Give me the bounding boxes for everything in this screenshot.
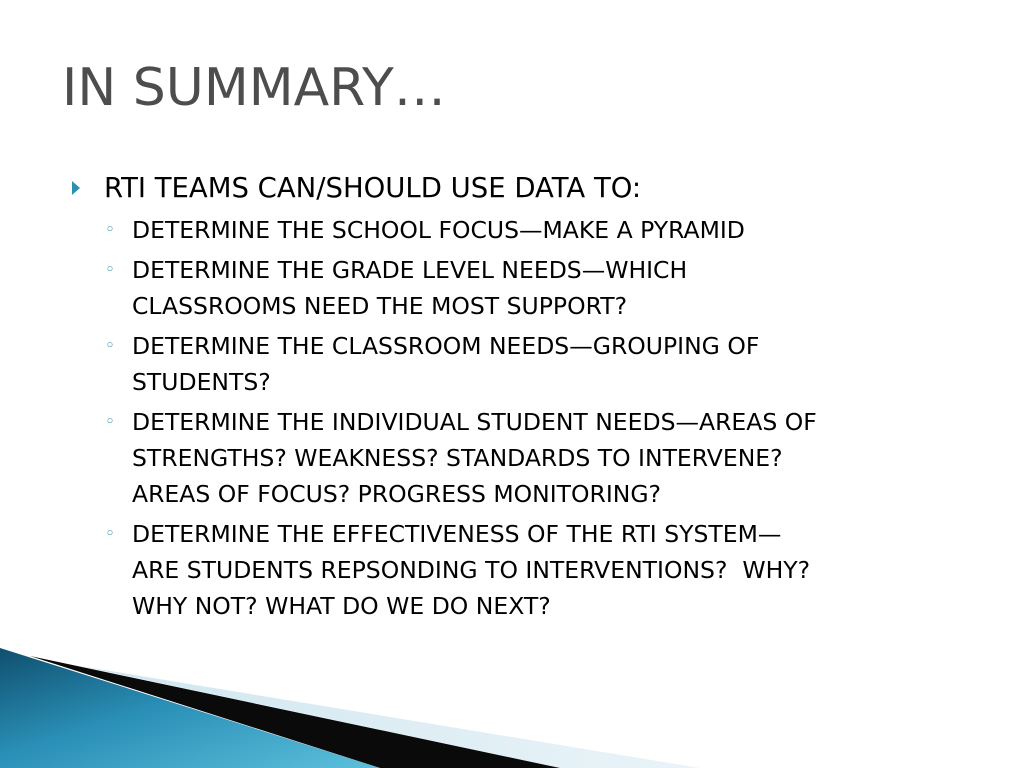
sub-bullet-line: DETERMINE THE EFFECTIVENESS OF THE RTI SYSTEM— xyxy=(132,520,782,548)
sub-bullet-line: DETERMINE THE INDIVIDUAL STUDENT NEEDS—AREAS OF xyxy=(132,408,817,436)
sub-bullet-line: STRENGTHS? WEAKNESS? STANDARDS TO INTERVENE? xyxy=(132,444,783,472)
sub-bullet-line: WHY NOT? WHAT DO WE DO NEXT? xyxy=(132,592,551,620)
sub-bullet-line: DETERMINE THE CLASSROOM NEEDS—GROUPING OF xyxy=(132,332,760,360)
sub-bullet-line: CLASSROOMS NEED THE MOST SUPPORT? xyxy=(132,292,628,320)
sub-bullet-line: STUDENTS? xyxy=(132,368,271,396)
sub-bullet-line: AREAS OF FOCUS? PROGRESS MONITORING? xyxy=(132,480,662,508)
slide-title: IN SUMMARY… xyxy=(62,58,446,118)
circle-bullet-icon: ◦ xyxy=(105,412,116,432)
circle-bullet-icon: ◦ xyxy=(105,524,116,544)
circle-bullet-icon: ◦ xyxy=(105,260,116,280)
sub-bullet-line: DETERMINE THE SCHOOL FOCUS—MAKE A PYRAMID xyxy=(132,216,745,244)
circle-bullet-icon: ◦ xyxy=(105,220,116,240)
sub-bullet-line: ARE STUDENTS REPSONDING TO INTERVENTIONS? WHY? xyxy=(132,556,811,584)
bullet-level1-text: RTI TEAMS CAN/SHOULD USE DATA TO: xyxy=(104,172,642,204)
circle-bullet-icon: ◦ xyxy=(105,336,116,356)
sub-bullet-line: DETERMINE THE GRADE LEVEL NEEDS—WHICH xyxy=(132,256,688,284)
